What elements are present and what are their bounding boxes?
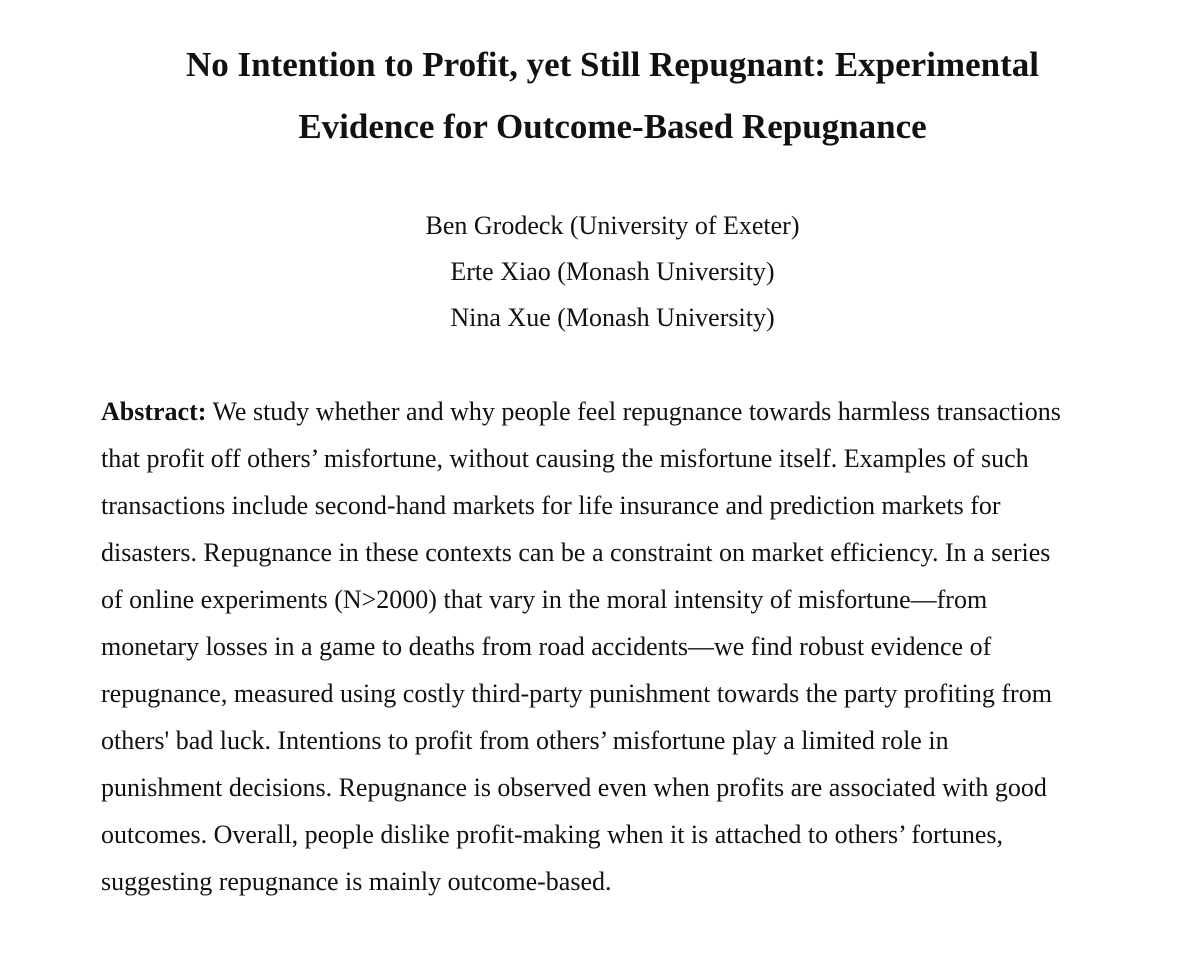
abstract-line: suggesting repugnance is mainly outcome-based. (101, 867, 612, 896)
abstract-line: disasters. Repugnance in these contexts can be a constraint on market efficiency. In a series (101, 538, 1051, 567)
title-line-1: No Intention to Profit, yet Still Repugnant: Experimental (186, 45, 1039, 84)
abstract-line: transactions include second-hand markets for life insurance and prediction markets for (101, 491, 1001, 520)
paper-title (100, 34, 1125, 158)
abstract-label: Abstract: (101, 397, 207, 426)
author-3: Nina Xue (Monash University) (450, 303, 775, 332)
abstract-line: repugnance, measured using costly third-party punishment towards the party profiting from (101, 679, 1052, 708)
author-list (100, 203, 1125, 341)
abstract-line: monetary losses in a game to deaths from road accidents—we find robust evidence of (101, 632, 992, 661)
author-1: Ben Grodeck (University of Exeter) (425, 211, 800, 240)
abstract-line-text: We study whether and why people feel repugnance towards harmless transactions (206, 397, 1061, 426)
abstract-line: outcomes. Overall, people dislike profit-making when it is attached to others’ fortunes, (101, 820, 1004, 849)
author-2: Erte Xiao (Monash University) (450, 257, 775, 286)
abstract-line: punishment decisions. Repugnance is observed even when profits are associated with good (101, 773, 1047, 802)
abstract (101, 388, 1116, 905)
abstract-line: that profit off others’ misfortune, without causing the misfortune itself. Examples of such (101, 444, 1029, 473)
abstract-line: of online experiments (N>2000) that vary in the moral intensity of misfortune—from (101, 585, 988, 614)
title-line-2: Evidence for Outcome-Based Repugnance (298, 107, 927, 146)
abstract-line (101, 388, 1116, 435)
abstract-line: others' bad luck. Intentions to profit from others’ misfortune play a limited role in (101, 726, 949, 755)
